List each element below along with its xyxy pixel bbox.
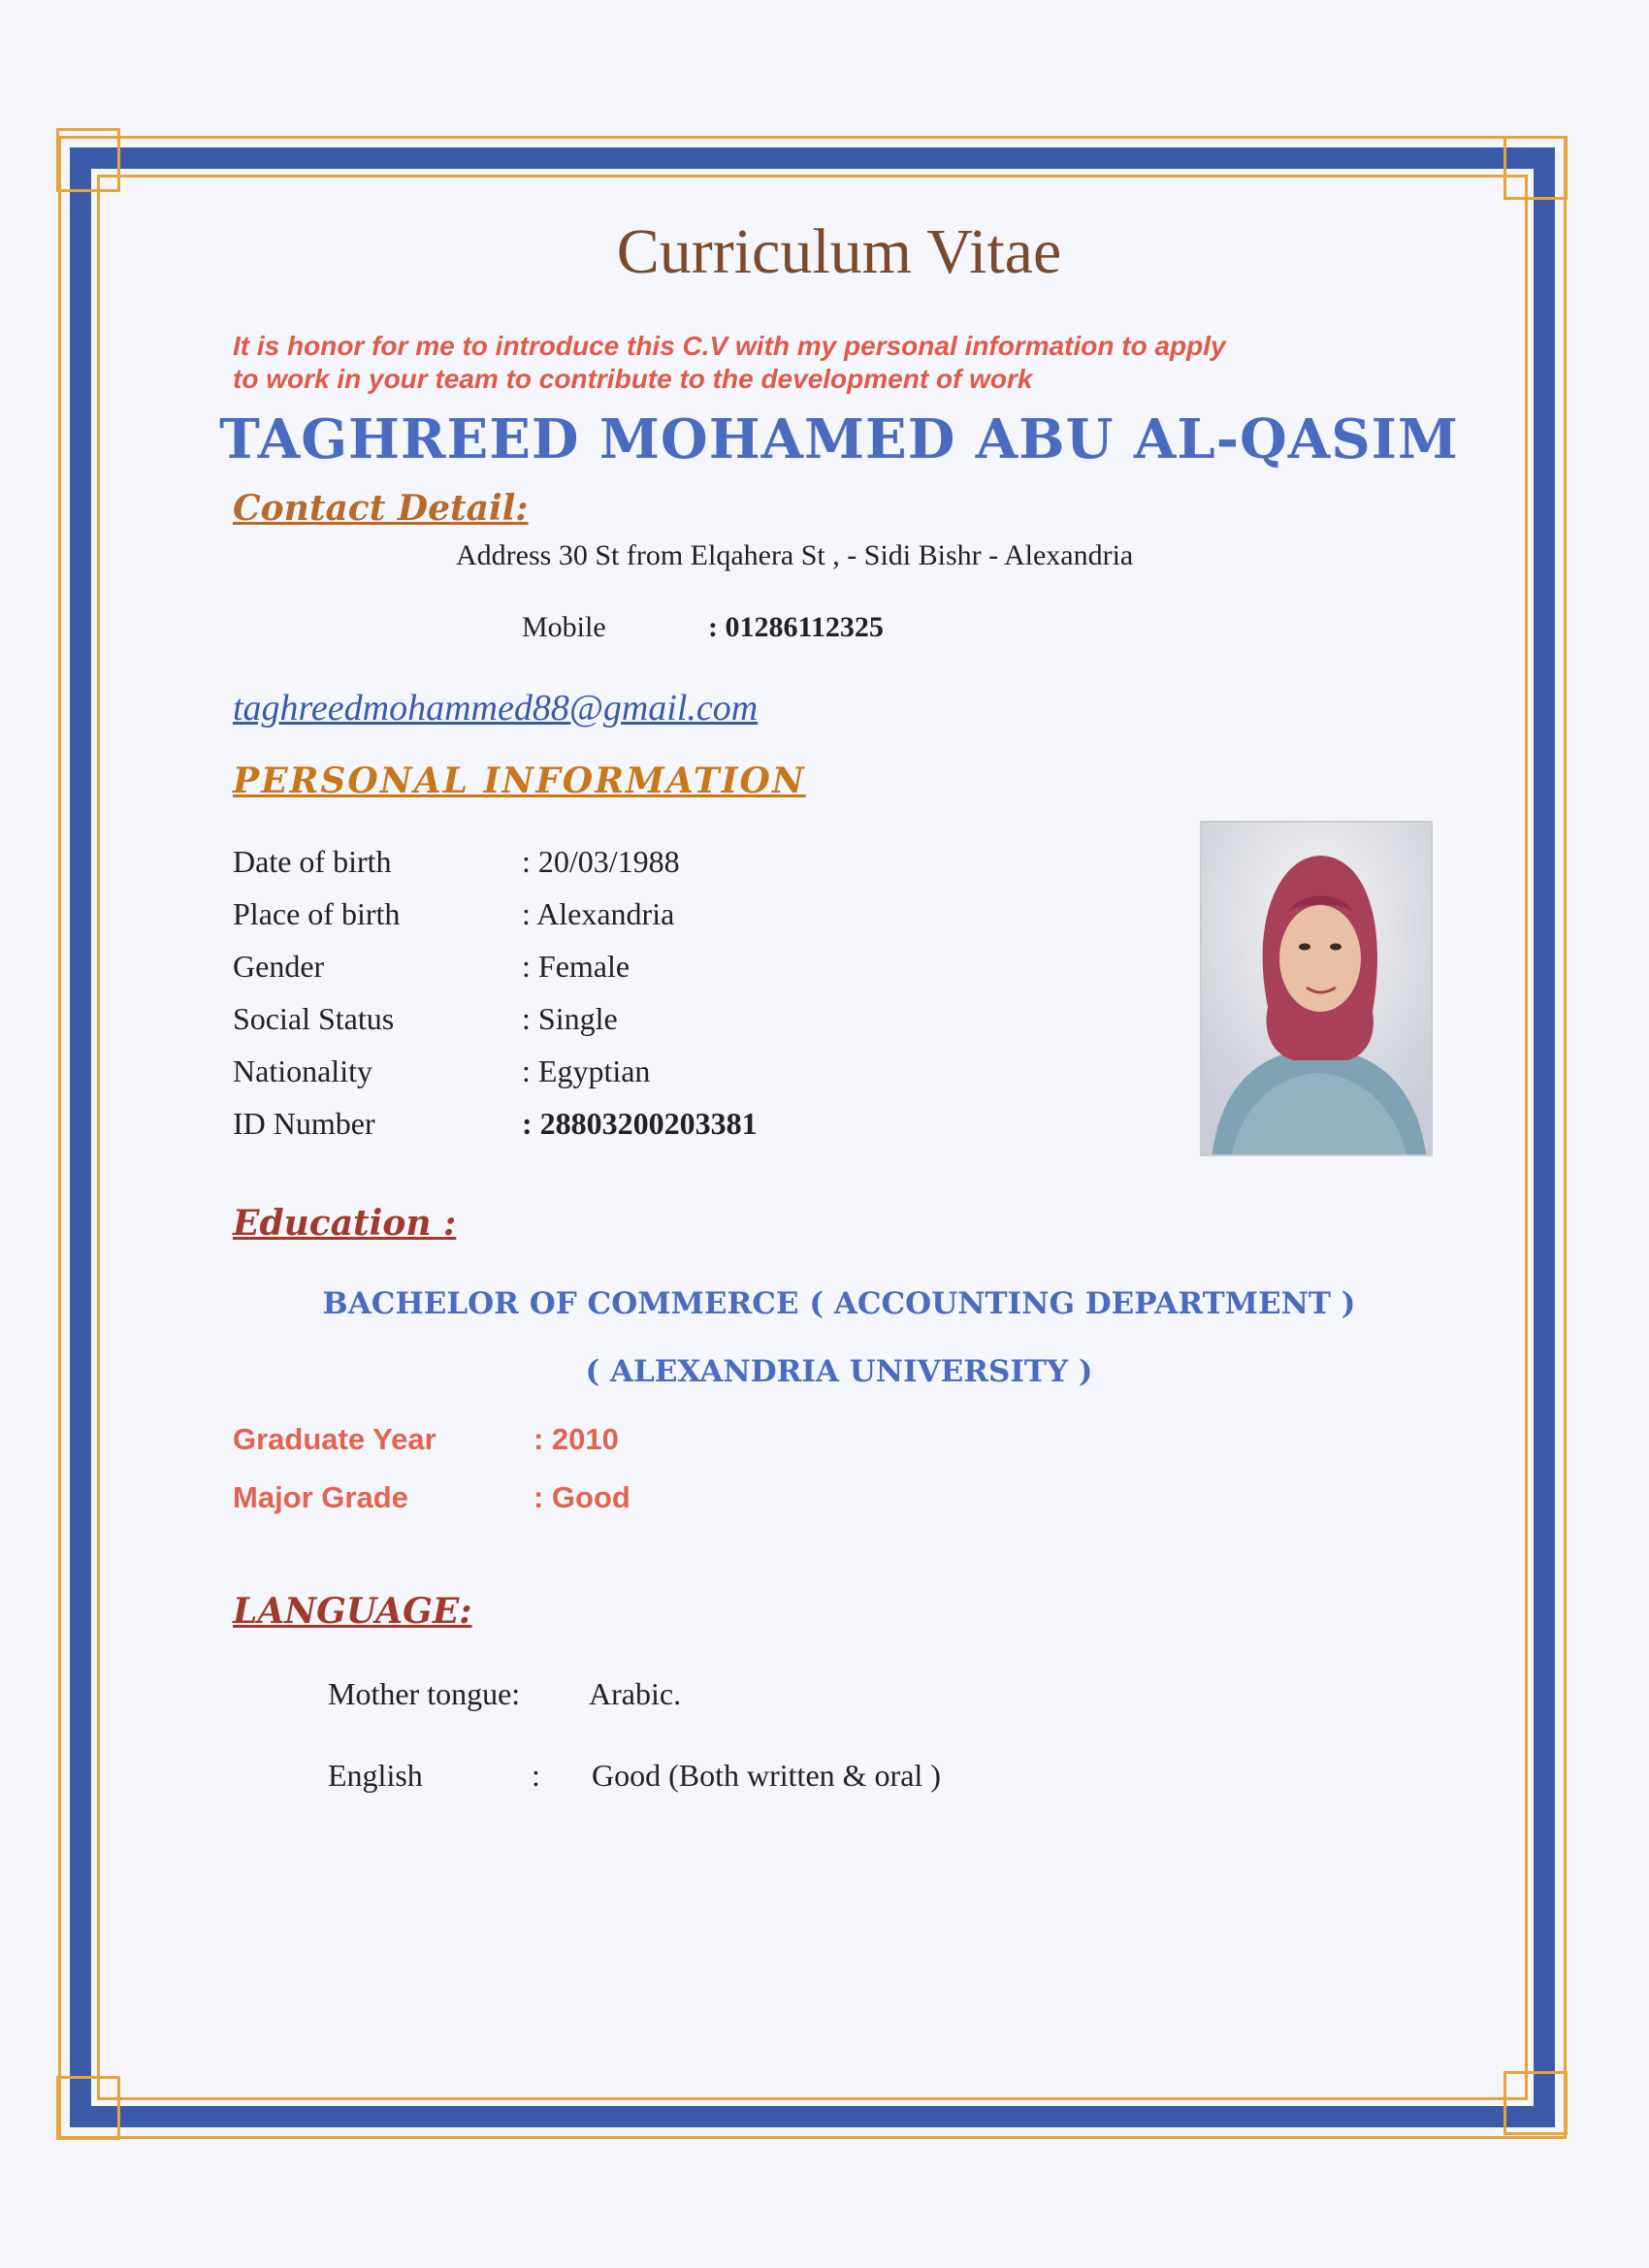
id-number-label: ID Number [233,1106,375,1141]
english-label: English [328,1758,423,1793]
dob-value: : 20/03/1988 [522,844,680,879]
pob-label: Place of birth [233,896,401,931]
gender-value: : Female [522,949,630,984]
university-line: ( ALEXANDRIA UNIVERSITY ) [585,1354,1093,1389]
corner-ornament-bottom-left [56,2076,120,2140]
major-grade-label: Major Grade [233,1480,408,1514]
corner-ornament-bottom-right [1504,2071,1568,2135]
gender-label: Gender [233,949,325,984]
pob-value: : Alexandria [522,896,675,931]
social-status-label: Social Status [233,1001,395,1036]
intro-line-1: It is honor for me to introduce this C.V with my personal information to apply [233,331,1226,361]
nationality-value: : Egyptian [522,1053,651,1088]
email-link[interactable]: taghreedmohammed88@gmail.com [233,688,759,729]
nationality-label: Nationality [233,1053,372,1088]
intro-text [233,330,1455,396]
candidate-name: TAGHREED MOHAMED ABU AL-QASIM [219,407,1459,471]
english-value: Good (Both written & oral ) [592,1758,941,1793]
profile-photo-illustration [1202,823,1433,1156]
corner-ornament-top-left [56,128,120,192]
profile-photo [1200,821,1433,1156]
page-title: Curriculum Vitae [616,216,1062,287]
major-grade-value: : Good [534,1480,630,1514]
mother-tongue-value: Arabic. [589,1676,682,1711]
social-status-value: : Single [522,1001,618,1036]
dob-label: Date of birth [233,844,392,879]
degree-line: BACHELOR OF COMMERCE ( ACCOUNTING DEPARTMENT ) [322,1286,1356,1321]
mother-tongue-label: Mother tongue: [328,1676,521,1711]
address: Address 30 St from Elqahera St , - Sidi Bishr - Alexandria [456,539,1134,571]
id-number-value: : 28803200203381 [522,1106,758,1141]
graduate-year-label: Graduate Year [233,1422,436,1456]
education-heading: Education : [233,1203,457,1244]
language-heading: LANGUAGE: [233,1591,472,1632]
english-separator: : [532,1758,540,1793]
contact-heading: Contact Detail: [233,488,529,529]
intro-line-2: to work in your team to contribute to the development of work [233,364,1033,394]
corner-ornament-top-right [1504,136,1568,200]
mobile-value: : 01286112325 [708,611,884,643]
graduate-year-value: : 2010 [534,1422,619,1456]
mobile-label: Mobile [522,611,606,643]
personal-info-heading: PERSONAL INFORMATION [233,761,806,801]
